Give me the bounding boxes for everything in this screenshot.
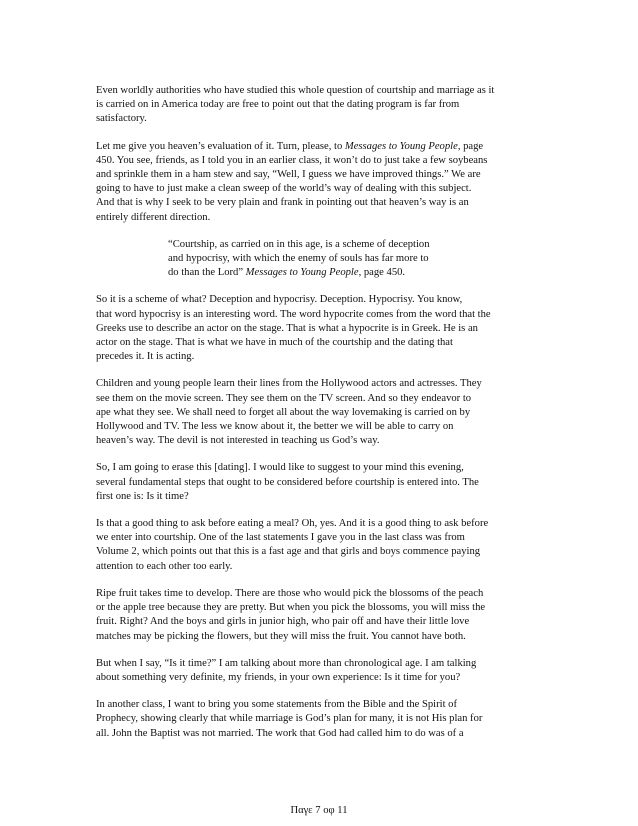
text-line: And that is why I seek to be very plain and frank in pointing out that heaven’s way is an — [96, 197, 469, 209]
book-title: Messages to Young People — [344, 140, 458, 152]
text-line: Even worldly authorities who have studied this whole question of courtship and marriage as it — [96, 85, 495, 96]
text-line: first one is: Is it time? — [96, 490, 189, 502]
text-line: Greeks use to describe an actor on the stage. That is what a hypocrite is in Greek. He is an — [96, 322, 478, 334]
text-line: heaven’s way. The devil is not interested in teaching us God’s way. — [96, 435, 380, 447]
text-line: Children and young people learn their lines from the Hollywood actors and actresses. They — [96, 378, 482, 390]
paragraph-9 — [96, 698, 546, 741]
text-line: So, I am going to erase this [dating]. I would like to suggest to your mind this evening, — [96, 462, 464, 474]
text-line: Ripe fruit takes time to develop. There are those who would pick the blossoms of the peach — [96, 587, 484, 599]
text-line: Is that a good thing to ask before eating a meal? Oh, yes. And it is a good thing to ask before — [96, 518, 489, 530]
text-line — [96, 140, 546, 154]
quote-line: and hypocrisy, with which the enemy of souls has far more to — [168, 253, 429, 265]
text-line: entirely different direction. — [96, 211, 211, 223]
text-run: , page 450. — [358, 267, 406, 279]
text-line: Hollywood and TV. The less we know about it, the better we will be able to carry on — [96, 421, 454, 433]
text-line: attention to each other too early. — [96, 560, 233, 572]
paragraph-4 — [96, 377, 546, 448]
text-line: we enter into courtship. One of the last statements I gave you in the last class was from — [96, 532, 465, 544]
text-run: do than the Lord” — [168, 267, 246, 279]
text-line: several fundamental steps that ought to be considered before courtship is entered into. The — [96, 476, 479, 488]
document-body — [96, 84, 546, 754]
text-line: see them on the movie screen. They see them on the TV screen. And so they endeavor to — [96, 392, 472, 404]
paragraph-3 — [96, 293, 546, 364]
text-line: that word hypocrisy is an interesting word. The word hypocrite comes from the word that the — [96, 308, 491, 320]
quote-line: “Courtship, as carried on in this age, is a scheme of deception — [168, 238, 430, 250]
text-line: satisfactory. — [96, 113, 147, 125]
text-line: or the apple tree because they are pretty. But when you pick the blossoms, you will miss the — [96, 602, 486, 614]
text-line: all. John the Baptist was not married. The work that God had called him to do was of a — [96, 727, 464, 739]
text-run: , page — [457, 140, 484, 152]
text-line: is carried on in America today are free to point out that the dating program is far from — [96, 99, 460, 111]
paragraph-7 — [96, 587, 546, 644]
paragraph-8 — [96, 657, 546, 685]
text-line: going to have to just make a clean sweep of the world’s way of dealing with this subject. — [96, 183, 472, 195]
paragraph-2 — [96, 140, 546, 225]
book-title: Messages to Young People — [245, 267, 359, 279]
paragraph-5 — [96, 461, 546, 504]
quote-line — [168, 266, 476, 280]
text-line: ape what they see. We shall need to forget all about the way lovemaking is carried on by — [96, 406, 471, 418]
text-line: 450. You see, friends, as I told you in an earlier class, it won’t do to just take a few soybeans — [96, 154, 488, 166]
page-number: Παγε 7 οφ 11 — [290, 805, 348, 816]
text-line: So it is a scheme of what? Deception and hypocrisy. Deception. Hypocrisy. You know, — [96, 294, 463, 306]
text-line: In another class, I want to bring you some statements from the Bible and the Spirit of — [96, 699, 457, 711]
block-quote — [96, 238, 546, 281]
text-line: fruit. Right? And the boys and girls in junior high, who pair off and have their little love — [96, 616, 470, 628]
text-line: actor on the stage. That is what we have in much of the courtship and the dating that — [96, 337, 453, 349]
text-line: and sprinkle them in a ham stew and say, “Well, I guess we have improved things.” We are — [96, 169, 481, 181]
text-line: precedes it. It is acting. — [96, 351, 195, 363]
text-run: Let me give you heaven’s evaluation of it. Turn, please, to — [96, 140, 345, 152]
text-line: Volume 2, which points out that this is a fast age and that girls and boys commence paying — [96, 546, 481, 558]
text-line: about something very definite, my friends, in your own experience: Is it time for you? — [96, 671, 461, 683]
text-line: Prophecy, showing clearly that while marriage is God’s plan for many, it is not His plan for — [96, 713, 483, 725]
text-line: But when I say, “Is it time?” I am talking about more than chronological age. I am talking — [96, 657, 477, 669]
paragraph-6 — [96, 517, 546, 574]
paragraph-1 — [96, 84, 546, 127]
text-line: matches may be picking the flowers, but they will miss the fruit. You cannot have both. — [96, 630, 466, 642]
